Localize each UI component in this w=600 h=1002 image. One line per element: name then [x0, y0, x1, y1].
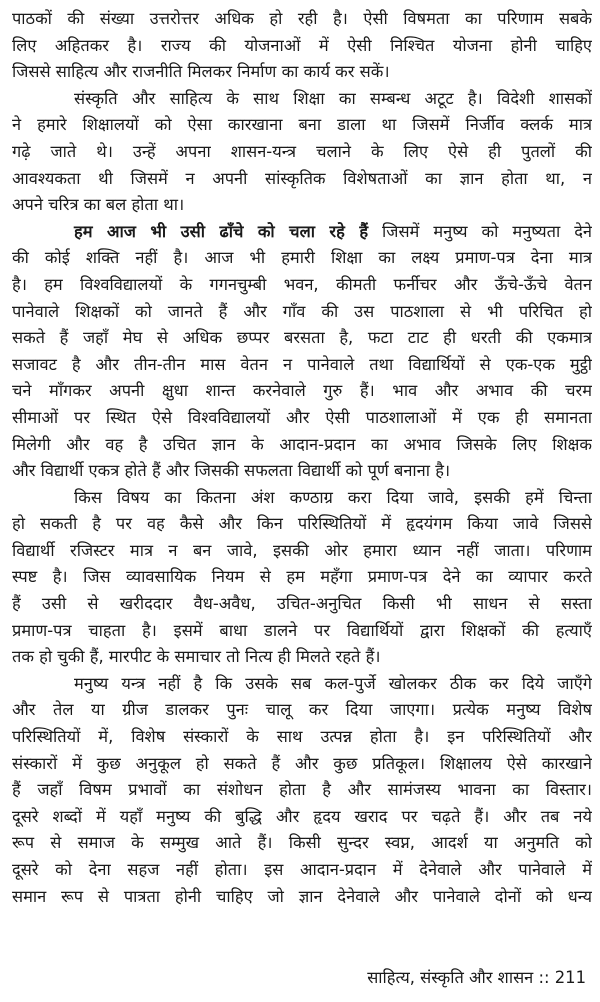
text-line: हैं जहाँ विषम प्रभावों का संशोधन होता है और सामंजस्य भावना का विस्तार। [12, 780, 592, 800]
text-line: और तेल या ग्रीज डालकर पुनः चालू कर दिया जाएगा। प्रत्येक मनुष्य विशेष [12, 700, 592, 720]
lead-rest-text: जिसमें मनुष्य को मनुष्यता देने [368, 221, 592, 241]
text-line [12, 219, 592, 246]
text-line: की कोई शक्ति नहीं है। आज भी हमारी शिक्षा का लक्ष्य प्रमाण-पत्र देना मात्र [12, 248, 592, 268]
text-line: हैं उसी से खरीददार वैध-अवैध, उचित-अनुचित किसी भी साधन से सस्ता [12, 594, 592, 614]
text-line: सीमाओं पर स्थित ऐसे विश्वविद्यालयों और ऐसी पाठशालाओं में एक ही समानता [12, 407, 592, 427]
text-line: परिस्थितियों में, विशेष संस्कारों के साथ उत्पन्न होता है। इन परिस्थितियों और [12, 727, 592, 747]
text-line: लिए अहितकर है। राज्य की योजनाओं में ऐसी निश्चित योजना होनी चाहिए [12, 35, 592, 55]
text-line: सकते हैं जहाँ मेघ से अधिक छप्पर बरसता है, फटा टाट ही धरती की एकमात्र [12, 328, 592, 348]
page-footer: साहित्य, संस्कृति और शासन :: 211 [367, 968, 586, 987]
text-line: विद्यार्थी रजिस्टर मात्र न बन जावे, इसकी ओर हमारा ध्यान नहीं जाता। परिणाम [12, 540, 592, 560]
text-line: स्पष्ट है। जिस व्यावसायिक नियम से हम महँगा प्रमाण-पत्र देने का व्यापार करते [12, 567, 592, 587]
text-line: किस विषय का कितना अंश कण्ठाग्र करा दिया जावे, इसकी हमें चिन्ता [74, 487, 592, 507]
text-line: दूसरे को देना सहज नहीं होता। इस आदान-प्रदान में देनेवाले और पानेवाले में [12, 860, 592, 879]
text-line: चने माँगकर अपनी क्षुधा शान्त करनेवाले गुरु हैं। भाव और अभाव की चरम [12, 381, 592, 401]
text-line: हो सकती है पर वह कैसे और किन परिस्थितियों में हृदयंगम किया जावे जिससे [12, 514, 592, 534]
text-line: अपने चरित्र का बल होता था। [12, 195, 185, 215]
bold-lead-text: हम आज भी उसी ढाँचे को चला रहे हैं [74, 221, 369, 241]
text-line: आवश्यकता थी जिसमें न अपनी सांस्कृतिक विशेषताओं का ज्ञान होता था, न [12, 168, 592, 188]
book-page [12, 6, 592, 910]
text-line: मनुष्य यन्त्र नहीं है कि उसके सब कल-पुर्जे खोलकर ठीक कर दिये जाएँगे [74, 673, 592, 693]
paragraph-4 [12, 485, 592, 671]
text-line: गढ़े जाते थे। उन्हें अपना शासन-यन्त्र चलाने के लिए ऐसे ही पुतलों की [12, 141, 592, 161]
text-line: और विद्यार्थी एकत्र होते हैं और जिसकी सफलता विद्यार्थी को पूर्ण बनाना है। [12, 461, 451, 481]
text-line: प्रमाण-पत्र चाहता है। इसमें बाधा डालने पर विद्यार्थियों द्वारा शिक्षकों की हत्याएँ [12, 620, 592, 640]
text-line: ने हमारे शिक्षालयों को ऐसा कारखाना बना डाला था जिसमें निर्जीव क्लर्क मात्र [12, 115, 592, 135]
paragraph-5 [12, 671, 592, 910]
text-line: रूप से समाज के सम्मुख आते हैं। किसी सुन्दर स्वप्न, आदर्श या अनुमति को [12, 833, 592, 853]
text-line: संस्कारों में कुछ अनुकूल हो सकते हैं और कुछ प्रतिकूल। शिक्षालय ऐसे कारखाने [12, 753, 592, 773]
text-line: है। हम विश्वविद्यालयों के गगनचुम्बी भवन, कीमती फर्नीचर और ऊँचे-ऊँचे वेतन [12, 274, 592, 294]
text-line: दूसरे शब्दों में यहाँ मनुष्य की बुद्धि और हृदय खराद पर चढ़ते हैं। और तब नये [12, 806, 592, 826]
text-line: मिलेगी और वह है उचित ज्ञान के आदान-प्रदान का अभाव जिसके लिए शिक्षक [12, 434, 592, 454]
paragraph-3 [12, 219, 592, 485]
text-line: समान रूप से पात्रता होनी चाहिए जो ज्ञान देनेवाले और पानेवाले दोनों को धन्य [12, 886, 592, 906]
paragraph-2 [12, 86, 592, 219]
text-line: संस्कृति और साहित्य के साथ शिक्षा का सम्बन्ध अटूट है। विदेशी शासकों [74, 88, 592, 108]
text-line: तक हो चुकी हैं, मारपीट के समाचार तो नित्य ही मिलते रहते हैं। [12, 647, 381, 667]
text-line: जिससे साहित्य और राजनीति मिलकर निर्माण का कार्य कर सकें। [12, 62, 390, 82]
paragraph-1 [12, 6, 592, 86]
text-line: सजावट है और तीन-तीन मास वेतन न पानेवाले तथा विद्यार्थियों से एक-एक मुट्ठी [12, 354, 592, 374]
text-line: पाठकों की संख्या उत्तरोत्तर अधिक हो रही है। ऐसी विषमता का परिणाम सबके [12, 9, 592, 28]
text-line: पानेवाले शिक्षकों को जानते हैं और गाँव की उस पाठशाला से भी परिचित हो [12, 301, 592, 321]
